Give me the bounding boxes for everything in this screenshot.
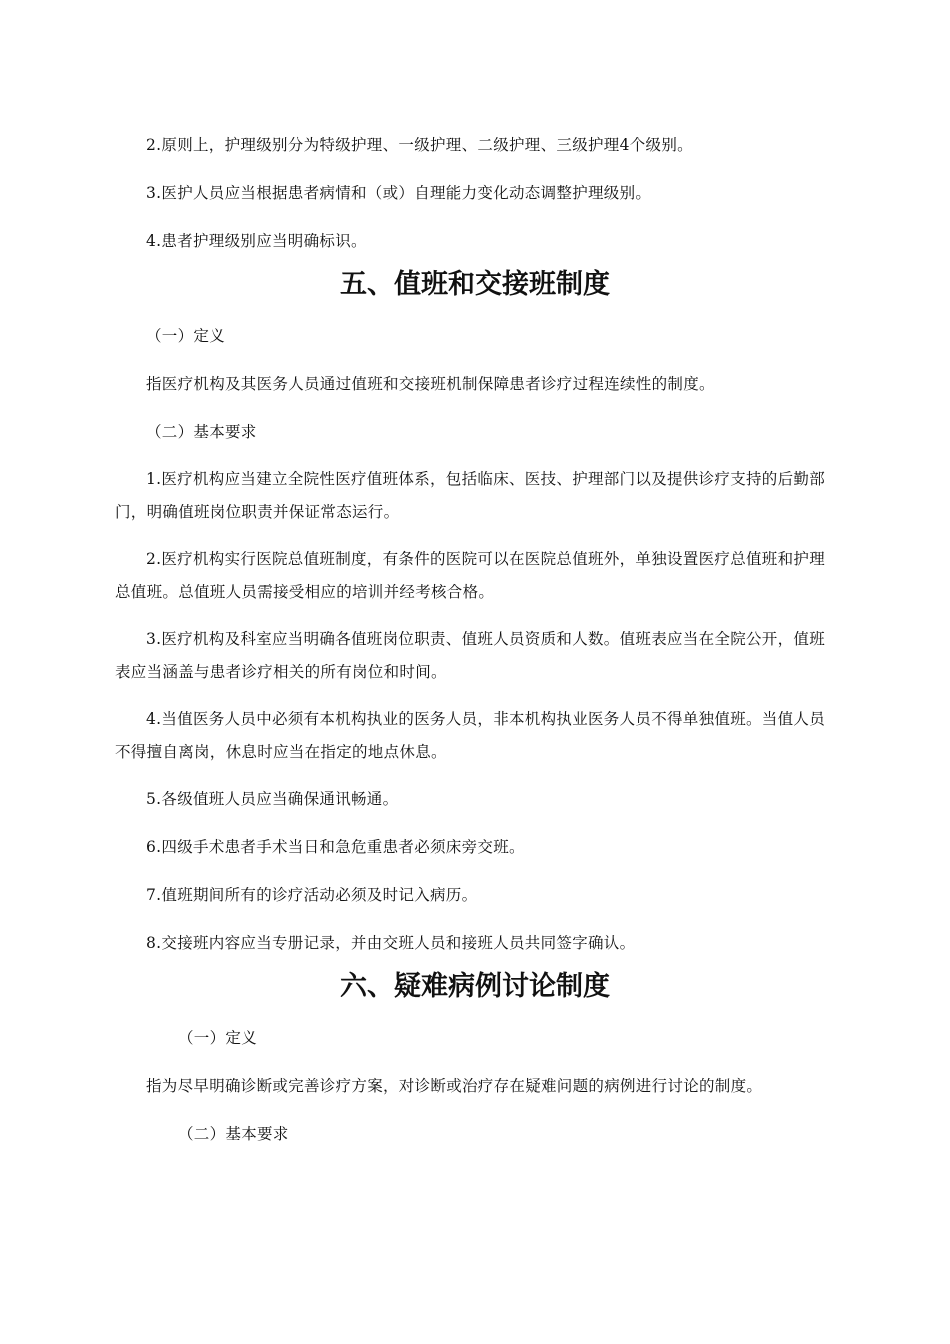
section5-title: 五、值班和交接班制度 [340, 269, 610, 300]
prev-item-3: 3.医护人员应当根据患者病情和（或）自理能力变化动态调整护理级别。 [146, 184, 652, 202]
section6-definition-text: 指为尽早明确诊断或完善诊疗方案，对诊断或治疗存在疑难问题的病例进行讨论的制度。 [146, 1077, 763, 1095]
section5-item-1: 1.医疗机构应当建立全院性医疗值班体系，包括临床、医技、护理部门以及提供诊疗支持的后勤部门，明确值班岗位职责并保证常态运行。 [115, 470, 825, 521]
section5-item-4: 4.当值医务人员中必须有本机构执业的医务人员，非本机构执业医务人员不得单独值班。当值人员不得擅自离岗，休息时应当在指定的地点休息。 [115, 710, 825, 761]
section6-requirements-heading: （二）基本要求 [178, 1125, 289, 1143]
prev-item-2: 2.原则上，护理级别分为特级护理、一级护理、二级护理、三级护理4个级别。 [146, 136, 693, 154]
section5-definition-text: 指医疗机构及其医务人员通过值班和交接班机制保障患者诊疗过程连续性的制度。 [146, 375, 715, 393]
section6-definition-heading: （一）定义 [178, 1029, 258, 1047]
section5-item-2: 2.医疗机构实行医院总值班制度，有条件的医院可以在医院总值班外，单独设置医疗总值班和护理总值班。总值班人员需接受相应的培训并经考核合格。 [115, 550, 825, 601]
section6-title: 六、疑难病例讨论制度 [340, 971, 610, 1002]
section5-item-8: 8.交接班内容应当专册记录，并由交班人员和接班人员共同签字确认。 [146, 934, 636, 952]
section5-item-6: 6.四级手术患者手术当日和急危重患者必须床旁交班。 [146, 838, 525, 856]
section5-requirements-heading: （二）基本要求 [146, 423, 257, 441]
prev-item-4: 4.患者护理级别应当明确标识。 [146, 232, 367, 250]
section5-item-3: 3.医疗机构及科室应当明确各值班岗位职责、值班人员资质和人数。值班表应当在全院公开，值班表应当涵盖与患者诊疗相关的所有岗位和时间。 [115, 630, 825, 681]
section5-definition-heading: （一）定义 [146, 327, 226, 345]
section5-item-5: 5.各级值班人员应当确保通讯畅通。 [146, 790, 399, 808]
section5-item-7: 7.值班期间所有的诊疗活动必须及时记入病历。 [146, 886, 478, 904]
